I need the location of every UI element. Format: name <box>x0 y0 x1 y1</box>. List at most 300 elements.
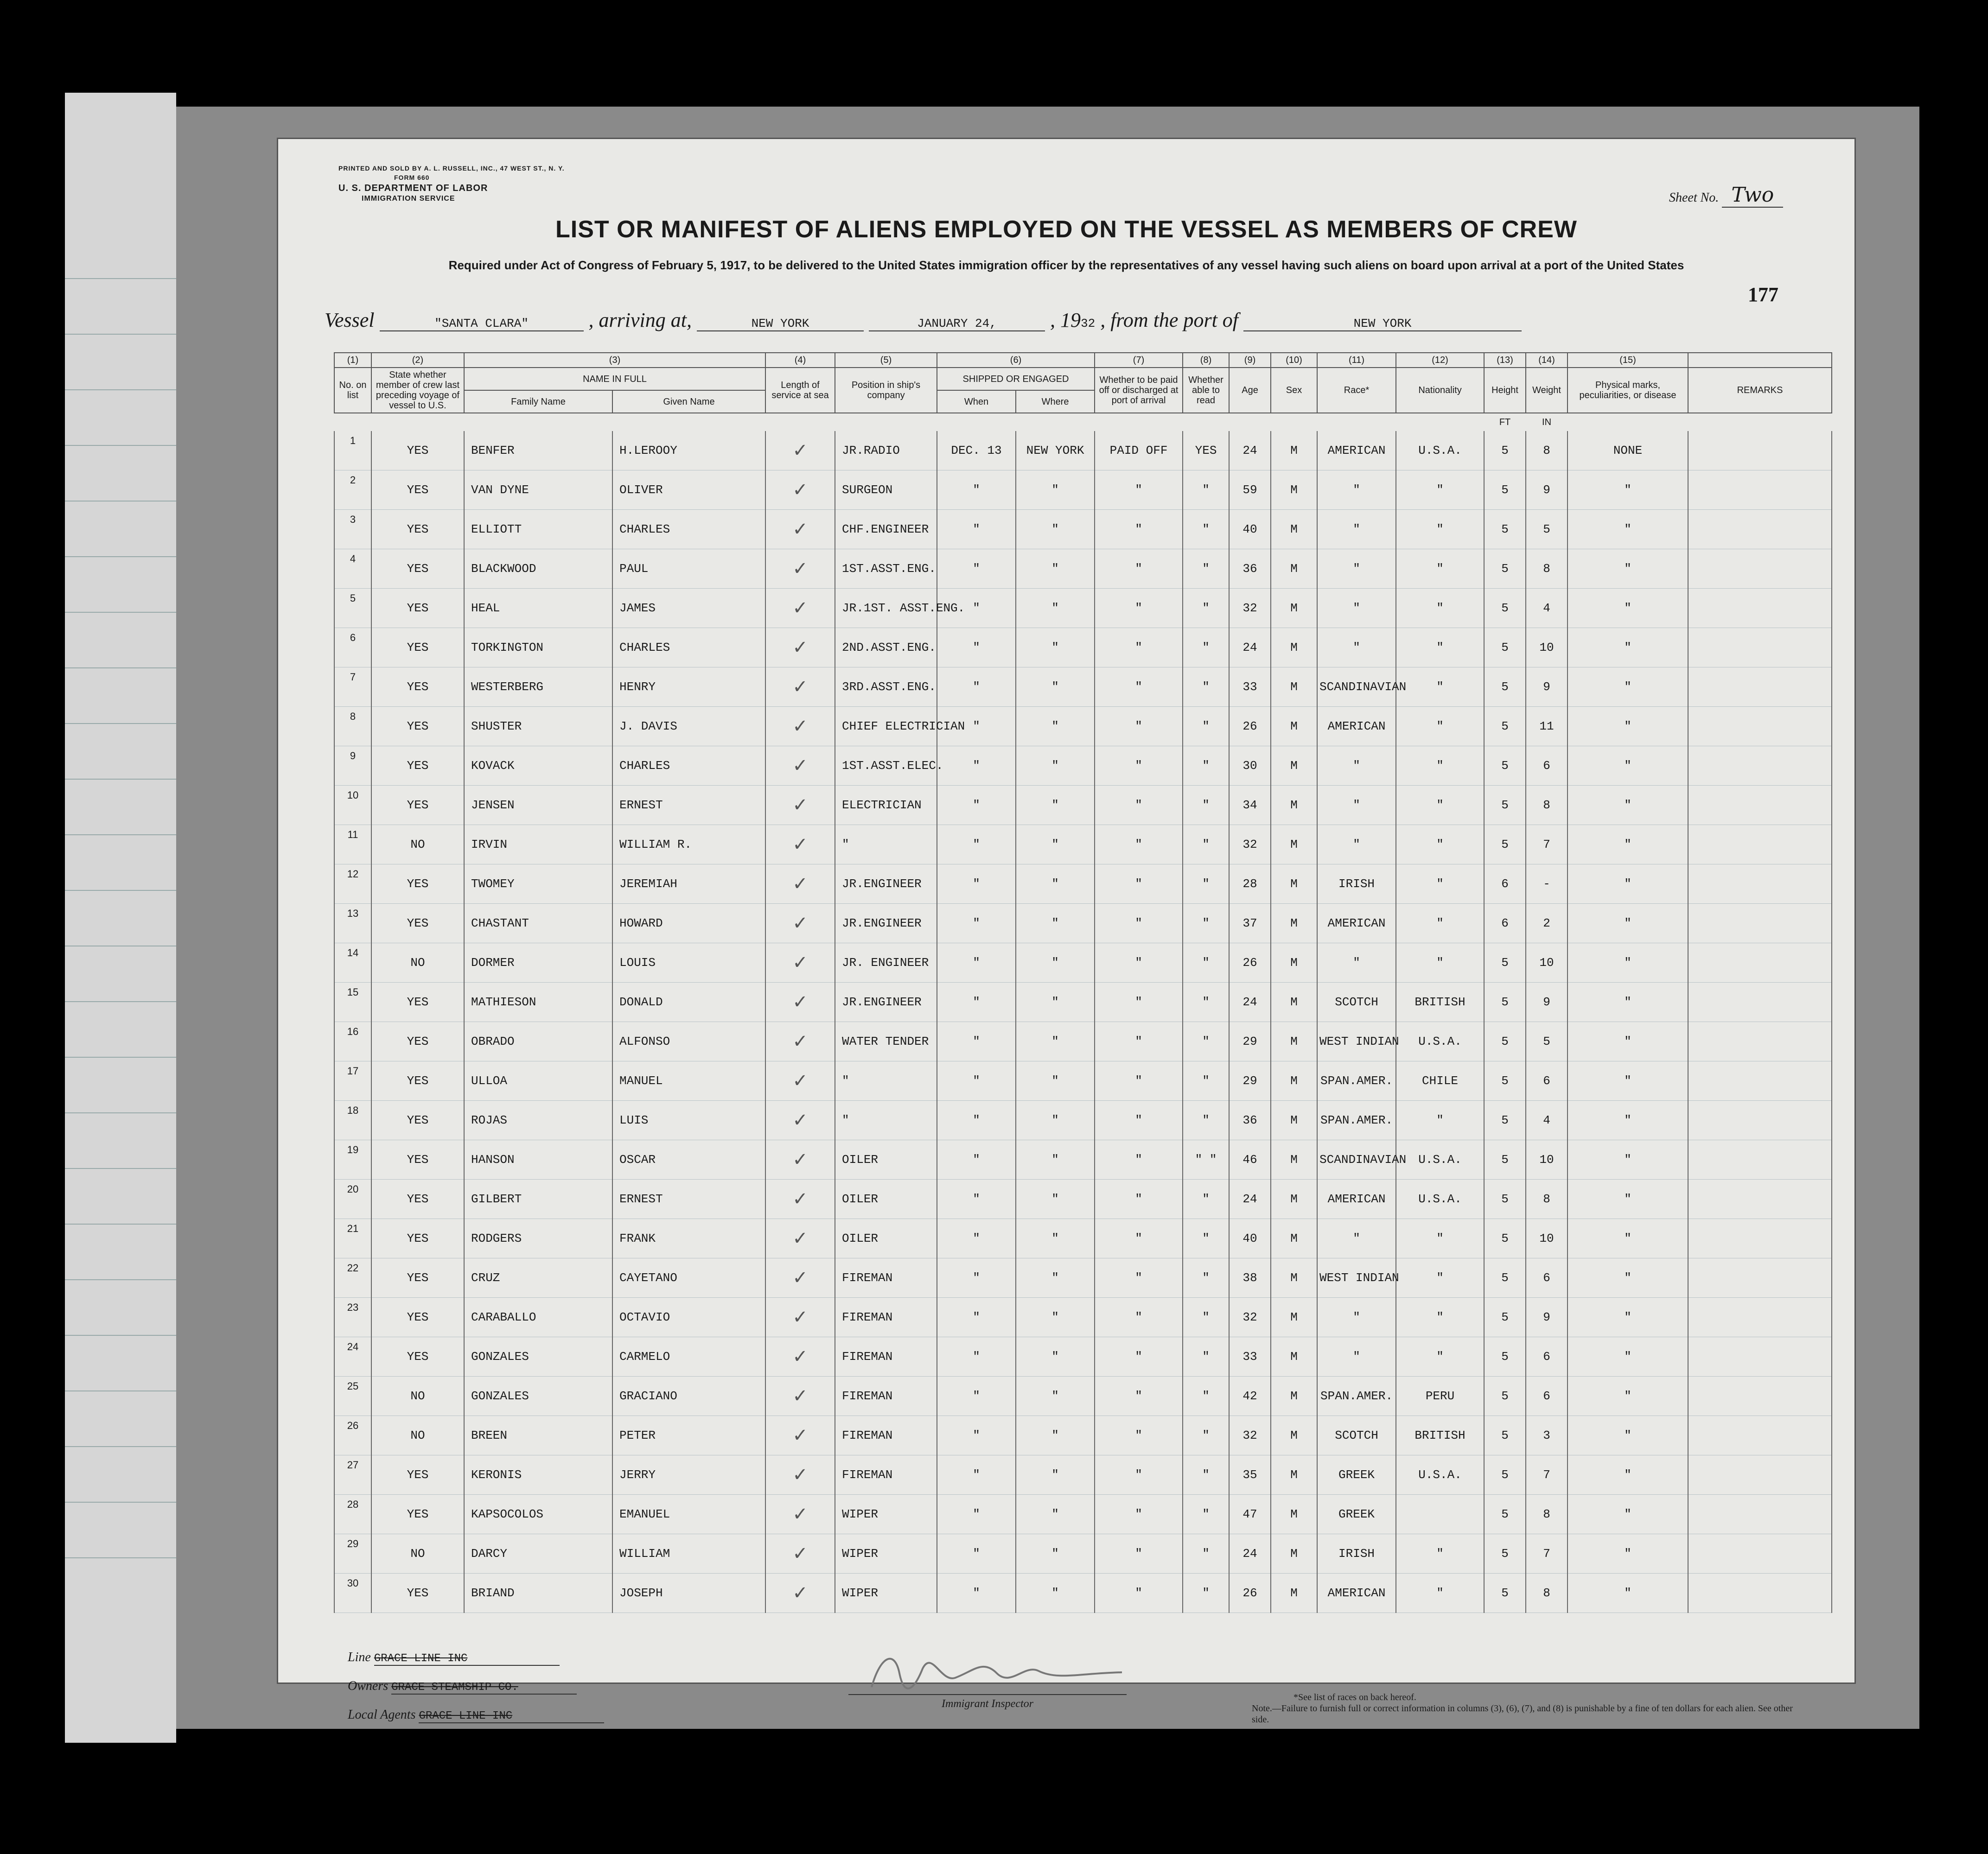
cell-height-in: 6 <box>1526 746 1567 786</box>
cell-where: NEW YORK <box>1016 431 1095 470</box>
header-paid-off: Whether to be paid off or discharged at port of arrival <box>1095 368 1183 413</box>
table-row <box>334 1258 1832 1298</box>
cell-remarks <box>1688 1101 1832 1140</box>
col-num-1: (1) <box>334 353 371 368</box>
cell-when: " <box>937 1416 1016 1455</box>
cell-family-name: GILBERT <box>464 1180 612 1219</box>
cell-remarks <box>1688 1416 1832 1455</box>
cell-family-name: HANSON <box>464 1140 612 1180</box>
table-row <box>334 983 1832 1022</box>
cell-height-ft: 5 <box>1484 786 1526 825</box>
cell-where: " <box>1016 786 1095 825</box>
table-row <box>334 1495 1832 1534</box>
crew-rows <box>334 431 1832 1613</box>
cell-family-name: CARABALLO <box>464 1298 612 1337</box>
cell-family-name: WESTERBERG <box>464 667 612 707</box>
cell-service-check: ✓ <box>765 1377 835 1416</box>
cell-service-check: ✓ <box>765 628 835 667</box>
cell-when: " <box>937 628 1016 667</box>
cell-sex: M <box>1271 1061 1317 1101</box>
cell-nationality: " <box>1396 864 1484 904</box>
cell-row-number: 27 <box>334 1455 371 1495</box>
cell-service-check: ✓ <box>765 1022 835 1061</box>
cell-height-in: 6 <box>1526 1337 1567 1377</box>
cell-family-name: BREEN <box>464 1416 612 1455</box>
cell-physical-marks: " <box>1567 825 1688 864</box>
form-subtitle: Required under Act of Congress of February 5, 1917, to be delivered to the United States immigration officer by the representatives of any vessel having such aliens on board upon arrival at a port of the United States <box>448 258 1684 272</box>
agents-value: GRACE LINE INC <box>419 1710 604 1723</box>
cell-paid-off: " <box>1095 1534 1183 1574</box>
cell-age: 42 <box>1229 1377 1271 1416</box>
cell-height-in: 9 <box>1526 470 1567 510</box>
cell-family-name: ROJAS <box>464 1101 612 1140</box>
cell-height-in: 11 <box>1526 707 1567 746</box>
cell-position: FIREMAN <box>835 1455 937 1495</box>
cell-row-number: 22 <box>334 1258 371 1298</box>
cell-height-ft: 5 <box>1484 1534 1526 1574</box>
cell-previous-voyage: YES <box>371 510 464 549</box>
cell-age: 46 <box>1229 1140 1271 1180</box>
col-num-11: (11) <box>1317 353 1396 368</box>
cell-nationality: " <box>1396 746 1484 786</box>
cell-family-name: JENSEN <box>464 786 612 825</box>
cell-height-ft: 6 <box>1484 904 1526 943</box>
cell-nationality: U.S.A. <box>1396 1140 1484 1180</box>
cell-age: 24 <box>1229 628 1271 667</box>
races-note: *See list of races on back hereof. <box>1293 1692 1416 1702</box>
cell-height-ft: 5 <box>1484 1219 1526 1258</box>
cell-able-to-read: " " <box>1183 1140 1229 1180</box>
cell-height-ft: 5 <box>1484 1258 1526 1298</box>
cell-service-check: ✓ <box>765 589 835 628</box>
cell-able-to-read: " <box>1183 825 1229 864</box>
cell-height-ft: 5 <box>1484 1298 1526 1337</box>
column-headers <box>334 368 1832 390</box>
cell-sex: M <box>1271 431 1317 470</box>
cell-when: " <box>937 1258 1016 1298</box>
cell-able-to-read: " <box>1183 1416 1229 1455</box>
cell-row-number: 23 <box>334 1298 371 1337</box>
cell-position: OILER <box>835 1140 937 1180</box>
cell-family-name: HEAL <box>464 589 612 628</box>
cell-physical-marks: " <box>1567 983 1688 1022</box>
cell-paid-off: " <box>1095 1455 1183 1495</box>
cell-position: OILER <box>835 1219 937 1258</box>
cell-sex: M <box>1271 1180 1317 1219</box>
cell-sex: M <box>1271 667 1317 707</box>
cell-when: " <box>937 943 1016 983</box>
cell-sex: M <box>1271 470 1317 510</box>
cell-when: " <box>937 549 1016 589</box>
cell-position: 1ST.ASST.ELEC. <box>835 746 937 786</box>
cell-where: " <box>1016 667 1095 707</box>
cell-height-ft: 5 <box>1484 746 1526 786</box>
cell-position: WIPER <box>835 1574 937 1613</box>
cell-height-in: 7 <box>1526 1534 1567 1574</box>
cell-remarks <box>1688 628 1832 667</box>
col-num-15: (15) <box>1567 353 1688 368</box>
cell-where: " <box>1016 589 1095 628</box>
table-row <box>334 549 1832 589</box>
cell-nationality: " <box>1396 943 1484 983</box>
crew-table <box>334 352 1832 1613</box>
table-row <box>334 667 1832 707</box>
cell-previous-voyage: YES <box>371 1298 464 1337</box>
cell-race: " <box>1317 1219 1396 1258</box>
cell-age: 34 <box>1229 786 1271 825</box>
cell-remarks <box>1688 707 1832 746</box>
cell-paid-off: " <box>1095 589 1183 628</box>
cell-paid-off: " <box>1095 470 1183 510</box>
cell-physical-marks: " <box>1567 1574 1688 1613</box>
cell-age: 40 <box>1229 1219 1271 1258</box>
table-row <box>334 825 1832 864</box>
cell-given-name: J. DAVIS <box>612 707 765 746</box>
voyage-line <box>325 308 1522 332</box>
cell-where: " <box>1016 628 1095 667</box>
sheet-number <box>1669 183 1783 207</box>
cell-able-to-read: " <box>1183 786 1229 825</box>
cell-position: OILER <box>835 1180 937 1219</box>
cell-race: AMERICAN <box>1317 431 1396 470</box>
cell-remarks <box>1688 1180 1832 1219</box>
cell-nationality: " <box>1396 628 1484 667</box>
cell-previous-voyage: YES <box>371 1258 464 1298</box>
cell-sex: M <box>1271 549 1317 589</box>
table-row <box>334 1574 1832 1613</box>
cell-able-to-read: " <box>1183 1022 1229 1061</box>
cell-where: " <box>1016 1298 1095 1337</box>
cell-row-number: 15 <box>334 983 371 1022</box>
cell-remarks <box>1688 786 1832 825</box>
cell-height-in: 5 <box>1526 510 1567 549</box>
unit-in: IN <box>1542 417 1552 427</box>
cell-where: " <box>1016 1022 1095 1061</box>
cell-family-name: ULLOA <box>464 1061 612 1101</box>
table-row <box>334 1534 1832 1574</box>
cell-position: CHF.ENGINEER <box>835 510 937 549</box>
cell-given-name: ERNEST <box>612 786 765 825</box>
cell-age: 24 <box>1229 983 1271 1022</box>
cell-height-in: 8 <box>1526 1574 1567 1613</box>
cell-able-to-read: " <box>1183 1455 1229 1495</box>
cell-remarks <box>1688 825 1832 864</box>
cell-service-check: ✓ <box>765 1495 835 1534</box>
cell-paid-off: " <box>1095 628 1183 667</box>
cell-service-check: ✓ <box>765 825 835 864</box>
header-sex: Sex <box>1271 368 1317 413</box>
cell-remarks <box>1688 1061 1832 1101</box>
cell-nationality: " <box>1396 470 1484 510</box>
cell-paid-off: " <box>1095 1337 1183 1377</box>
cell-race: SPAN.AMER. <box>1317 1061 1396 1101</box>
cell-height-in: 8 <box>1526 549 1567 589</box>
column-numbers <box>334 353 1832 368</box>
cell-age: 47 <box>1229 1495 1271 1534</box>
cell-sex: M <box>1271 1495 1317 1534</box>
line-label: Line <box>348 1650 371 1664</box>
cell-remarks <box>1688 510 1832 549</box>
cell-age: 33 <box>1229 1337 1271 1377</box>
cell-race: SCANDINAVIAN <box>1317 1140 1396 1180</box>
owners-row <box>348 1679 604 1695</box>
cell-row-number: 13 <box>334 904 371 943</box>
cell-paid-off: " <box>1095 1298 1183 1337</box>
form-title: LIST OR MANIFEST OF ALIENS EMPLOYED ON THE VESSEL AS MEMBERS OF CREW <box>555 216 1577 243</box>
cell-given-name: GRACIANO <box>612 1377 765 1416</box>
cell-physical-marks: " <box>1567 510 1688 549</box>
cell-previous-voyage: NO <box>371 943 464 983</box>
cell-height-ft: 5 <box>1484 1180 1526 1219</box>
table-row <box>334 1101 1832 1140</box>
inspector-signature-line <box>848 1652 1127 1695</box>
cell-when: " <box>937 1495 1016 1534</box>
cell-age: 32 <box>1229 1298 1271 1337</box>
cell-row-number: 14 <box>334 943 371 983</box>
cell-remarks <box>1688 589 1832 628</box>
cell-physical-marks: " <box>1567 1337 1688 1377</box>
cell-remarks <box>1688 431 1832 470</box>
cell-previous-voyage: YES <box>371 589 464 628</box>
cell-age: 24 <box>1229 1534 1271 1574</box>
cell-row-number: 25 <box>334 1377 371 1416</box>
cell-physical-marks: " <box>1567 746 1688 786</box>
cell-race: GREEK <box>1317 1495 1396 1534</box>
page-number: 177 <box>1748 283 1778 306</box>
cell-race: WEST INDIAN <box>1317 1022 1396 1061</box>
cell-previous-voyage: YES <box>371 1061 464 1101</box>
cell-position: CHIEF ELECTRICIAN <box>835 707 937 746</box>
cell-nationality: " <box>1396 1337 1484 1377</box>
cell-given-name: CARMELO <box>612 1337 765 1377</box>
cell-height-in: 6 <box>1526 1061 1567 1101</box>
line-row <box>348 1650 604 1666</box>
cell-position: WATER TENDER <box>835 1022 937 1061</box>
cell-family-name: OBRADO <box>464 1022 612 1061</box>
cell-when: " <box>937 1455 1016 1495</box>
cell-family-name: BENFER <box>464 431 612 470</box>
cell-height-in: 10 <box>1526 1219 1567 1258</box>
header-height: Height <box>1484 368 1526 413</box>
cell-previous-voyage: YES <box>371 904 464 943</box>
cell-when: " <box>937 1534 1016 1574</box>
cell-paid-off: " <box>1095 707 1183 746</box>
cell-sex: M <box>1271 1377 1317 1416</box>
cell-given-name: CAYETANO <box>612 1258 765 1298</box>
table-row <box>334 1140 1832 1180</box>
cell-row-number: 9 <box>334 746 371 786</box>
cell-age: 32 <box>1229 589 1271 628</box>
cell-row-number: 6 <box>334 628 371 667</box>
cell-service-check: ✓ <box>765 786 835 825</box>
cell-family-name: GONZALES <box>464 1377 612 1416</box>
table-row <box>334 1455 1832 1495</box>
cell-service-check: ✓ <box>765 549 835 589</box>
cell-height-in: 8 <box>1526 1180 1567 1219</box>
cell-able-to-read: " <box>1183 470 1229 510</box>
cell-able-to-read: " <box>1183 943 1229 983</box>
cell-age: 37 <box>1229 904 1271 943</box>
cell-service-check: ✓ <box>765 904 835 943</box>
col-num-10: (10) <box>1271 353 1317 368</box>
header-race: Race* <box>1317 368 1396 413</box>
cell-where: " <box>1016 1101 1095 1140</box>
col-num-13: (13) <box>1484 353 1526 368</box>
cell-height-ft: 5 <box>1484 470 1526 510</box>
col-num-16 <box>1688 353 1832 368</box>
cell-physical-marks: " <box>1567 1258 1688 1298</box>
header-where: Where <box>1016 390 1095 413</box>
cell-remarks <box>1688 1298 1832 1337</box>
cell-nationality: U.S.A. <box>1396 1455 1484 1495</box>
cell-physical-marks: " <box>1567 1219 1688 1258</box>
cell-age: 29 <box>1229 1061 1271 1101</box>
cell-height-in: 9 <box>1526 983 1567 1022</box>
cell-when: " <box>937 864 1016 904</box>
cell-remarks <box>1688 667 1832 707</box>
cell-where: " <box>1016 1455 1095 1495</box>
cell-row-number: 20 <box>334 1180 371 1219</box>
cell-previous-voyage: NO <box>371 1416 464 1455</box>
cell-paid-off: " <box>1095 864 1183 904</box>
table-row <box>334 1180 1832 1219</box>
cell-race: SPAN.AMER. <box>1317 1377 1396 1416</box>
cell-sex: M <box>1271 786 1317 825</box>
cell-nationality: CHILE <box>1396 1061 1484 1101</box>
col-num-3: (3) <box>464 353 765 368</box>
manifest-sheet <box>278 139 1854 1725</box>
cell-family-name: GONZALES <box>464 1337 612 1377</box>
cell-paid-off: " <box>1095 1180 1183 1219</box>
cell-service-check: ✓ <box>765 470 835 510</box>
unit-spacer-end <box>1567 413 1832 431</box>
cell-when: " <box>937 1061 1016 1101</box>
cell-nationality: " <box>1396 549 1484 589</box>
cell-paid-off: " <box>1095 1258 1183 1298</box>
cell-able-to-read: " <box>1183 904 1229 943</box>
cell-family-name: TORKINGTON <box>464 628 612 667</box>
cell-height-ft: 5 <box>1484 628 1526 667</box>
cell-remarks <box>1688 1258 1832 1298</box>
cell-height-ft: 5 <box>1484 1337 1526 1377</box>
cell-physical-marks: " <box>1567 1180 1688 1219</box>
cell-height-in: 7 <box>1526 825 1567 864</box>
cell-previous-voyage: YES <box>371 1101 464 1140</box>
cell-age: 24 <box>1229 1180 1271 1219</box>
sheet-label: Sheet No. <box>1669 190 1719 205</box>
cell-remarks <box>1688 1022 1832 1061</box>
cell-race: SPAN.AMER. <box>1317 1101 1396 1140</box>
header-given-name: Given Name <box>612 390 765 413</box>
cell-race: " <box>1317 549 1396 589</box>
cell-able-to-read: " <box>1183 1534 1229 1574</box>
cell-race: AMERICAN <box>1317 904 1396 943</box>
cell-paid-off: " <box>1095 1574 1183 1613</box>
col-num-12: (12) <box>1396 353 1484 368</box>
cell-paid-off: " <box>1095 1495 1183 1534</box>
cell-sex: M <box>1271 746 1317 786</box>
cell-service-check: ✓ <box>765 943 835 983</box>
cell-able-to-read: " <box>1183 510 1229 549</box>
header-nationality: Nationality <box>1396 368 1484 413</box>
cell-race: AMERICAN <box>1317 1574 1396 1613</box>
cell-remarks <box>1688 1140 1832 1180</box>
cell-age: 28 <box>1229 864 1271 904</box>
cell-given-name: LOUIS <box>612 943 765 983</box>
cell-where: " <box>1016 746 1095 786</box>
cell-able-to-read: " <box>1183 983 1229 1022</box>
cell-where: " <box>1016 983 1095 1022</box>
cell-race: IRISH <box>1317 864 1396 904</box>
cell-sex: M <box>1271 864 1317 904</box>
header-weight: Weight <box>1526 368 1567 413</box>
cell-service-check: ✓ <box>765 667 835 707</box>
cell-position: JR.1ST. ASST.ENG. <box>835 589 937 628</box>
header-length-of-service: Length of service at sea <box>765 368 835 413</box>
cell-paid-off: " <box>1095 510 1183 549</box>
cell-physical-marks: " <box>1567 1298 1688 1337</box>
cell-family-name: IRVIN <box>464 825 612 864</box>
cell-physical-marks: " <box>1567 1101 1688 1140</box>
table-row <box>334 431 1832 470</box>
cell-paid-off: " <box>1095 983 1183 1022</box>
cell-given-name: ALFONSO <box>612 1022 765 1061</box>
cell-sex: M <box>1271 1534 1317 1574</box>
cell-when: " <box>937 786 1016 825</box>
cell-physical-marks: " <box>1567 470 1688 510</box>
form-number: FORM 660 <box>394 174 430 181</box>
cell-given-name: EMANUEL <box>612 1495 765 1534</box>
cell-service-check: ✓ <box>765 1140 835 1180</box>
cell-height-ft: 5 <box>1484 707 1526 746</box>
cell-age: 40 <box>1229 510 1271 549</box>
cell-sex: M <box>1271 707 1317 746</box>
inspector-block <box>848 1652 1127 1710</box>
cell-when: " <box>937 983 1016 1022</box>
cell-height-in: 5 <box>1526 1022 1567 1061</box>
cell-paid-off: " <box>1095 786 1183 825</box>
cell-sex: M <box>1271 1455 1317 1495</box>
cell-paid-off: " <box>1095 1140 1183 1180</box>
cell-nationality: BRITISH <box>1396 1416 1484 1455</box>
cell-able-to-read: " <box>1183 1337 1229 1377</box>
cell-height-in: 8 <box>1526 431 1567 470</box>
cell-when: " <box>937 746 1016 786</box>
cell-position: " <box>835 825 937 864</box>
cell-paid-off: " <box>1095 667 1183 707</box>
header-remarks: REMARKS <box>1688 368 1832 413</box>
cell-row-number: 17 <box>334 1061 371 1101</box>
table-row <box>334 786 1832 825</box>
cell-sex: M <box>1271 628 1317 667</box>
cell-family-name: BRIAND <box>464 1574 612 1613</box>
table-row <box>334 1298 1832 1337</box>
cell-family-name: BLACKWOOD <box>464 549 612 589</box>
cell-nationality <box>1396 1495 1484 1534</box>
cell-where: " <box>1016 1495 1095 1534</box>
cell-position: " <box>835 1101 937 1140</box>
cell-position: SURGEON <box>835 470 937 510</box>
cell-sex: M <box>1271 1219 1317 1258</box>
header-name-in-full: NAME IN FULL <box>464 368 765 390</box>
cell-service-check: ✓ <box>765 1180 835 1219</box>
cell-height-in: 7 <box>1526 1455 1567 1495</box>
cell-given-name: WILLIAM R. <box>612 825 765 864</box>
header-physical-marks: Physical marks, peculiarities, or disease <box>1567 368 1688 413</box>
cell-sex: M <box>1271 983 1317 1022</box>
cell-row-number: 29 <box>334 1534 371 1574</box>
cell-position: 2ND.ASST.ENG. <box>835 628 937 667</box>
